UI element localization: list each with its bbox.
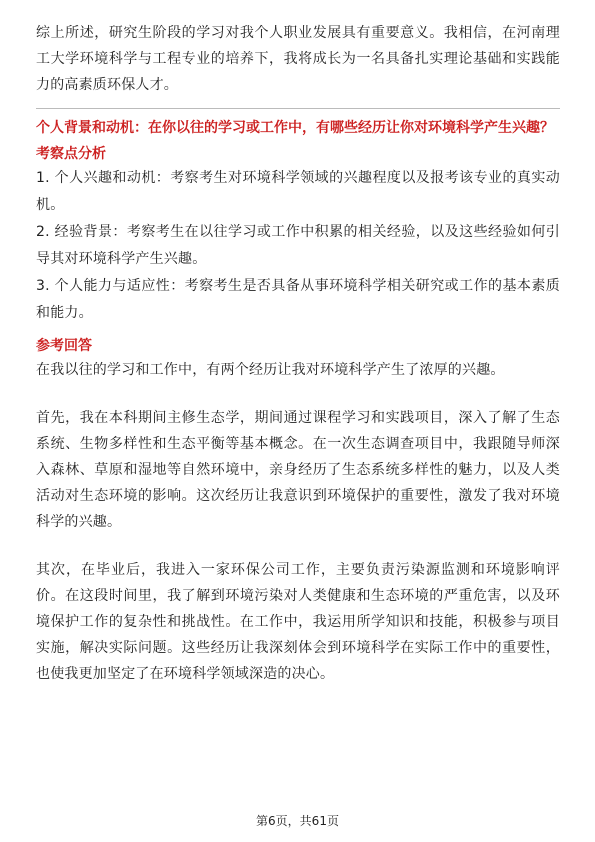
answer-paragraph-2: 其次，在毕业后，我进入一家环保公司工作，主要负责污染源监测和环境影响评价。在这段时间里，我了解到环境污染对人类健康和生态环境的严重危害，以及环境保护工作的复杂性和挑战性。在工作中，我运用所学知识和技能，积极参与项目实施，解决实际问题。这些经历让我深刻体会到环境科学在实际工作中的重要性，也使我更加坚定了在环境科学领域深造的决心。 <box>36 562 560 682</box>
analysis-point: 3. 个人能力与适应性：考察考生是否具备从事环境科学相关研究或工作的基本素质和能力。 <box>36 278 560 321</box>
analysis-point: 1. 个人兴趣和动机：考察考生对环境科学领域的兴趣程度以及报考该专业的真实动机。 <box>36 170 560 213</box>
paragraph-spacer <box>36 383 560 405</box>
answer-heading: 参考回答 <box>36 338 92 354</box>
document-page <box>36 20 560 687</box>
answer-lead-paragraph: 在我以往的学习和工作中，有两个经历让我对环境科学产生了浓厚的兴趣。 <box>36 362 505 378</box>
section-divider <box>36 108 560 109</box>
question-heading: 个人背景和动机：在你以往的学习或工作中，有哪些经历让你对环境科学产生兴趣？ <box>36 120 554 136</box>
intro-paragraph: 综上所述，研究生阶段的学习对我个人职业发展具有重要意义。我相信，在河南理工大学环境科学与工程专业的培养下，我将成长为一名具备扎实理论基础和实践能力的高素质环保人才。 <box>36 25 560 93</box>
analysis-heading: 考察点分析 <box>36 146 106 162</box>
answer-paragraph-1: 首先，我在本科期间主修生态学，期间通过课程学习和实践项目，深入了解了生态系统、生物多样性和生态平衡等基本概念。在一次生态调查项目中，我跟随导师深入森林、草原和湿地等自然环境中，亲身经历了生态系统多样性的魅力，以及人类活动对生态环境的影响。这次经历让我意识到环境保护的重要性，激发了我对环境科学的兴趣。 <box>36 410 560 530</box>
analysis-point-list <box>36 165 560 327</box>
page-footer: 第6页，共61页 <box>256 814 339 828</box>
paragraph-spacer <box>36 535 560 557</box>
analysis-point: 2. 经验背景：考察考生在以往学习或工作中积累的相关经验，以及这些经验如何引导其对环境科学产生兴趣。 <box>36 224 560 267</box>
